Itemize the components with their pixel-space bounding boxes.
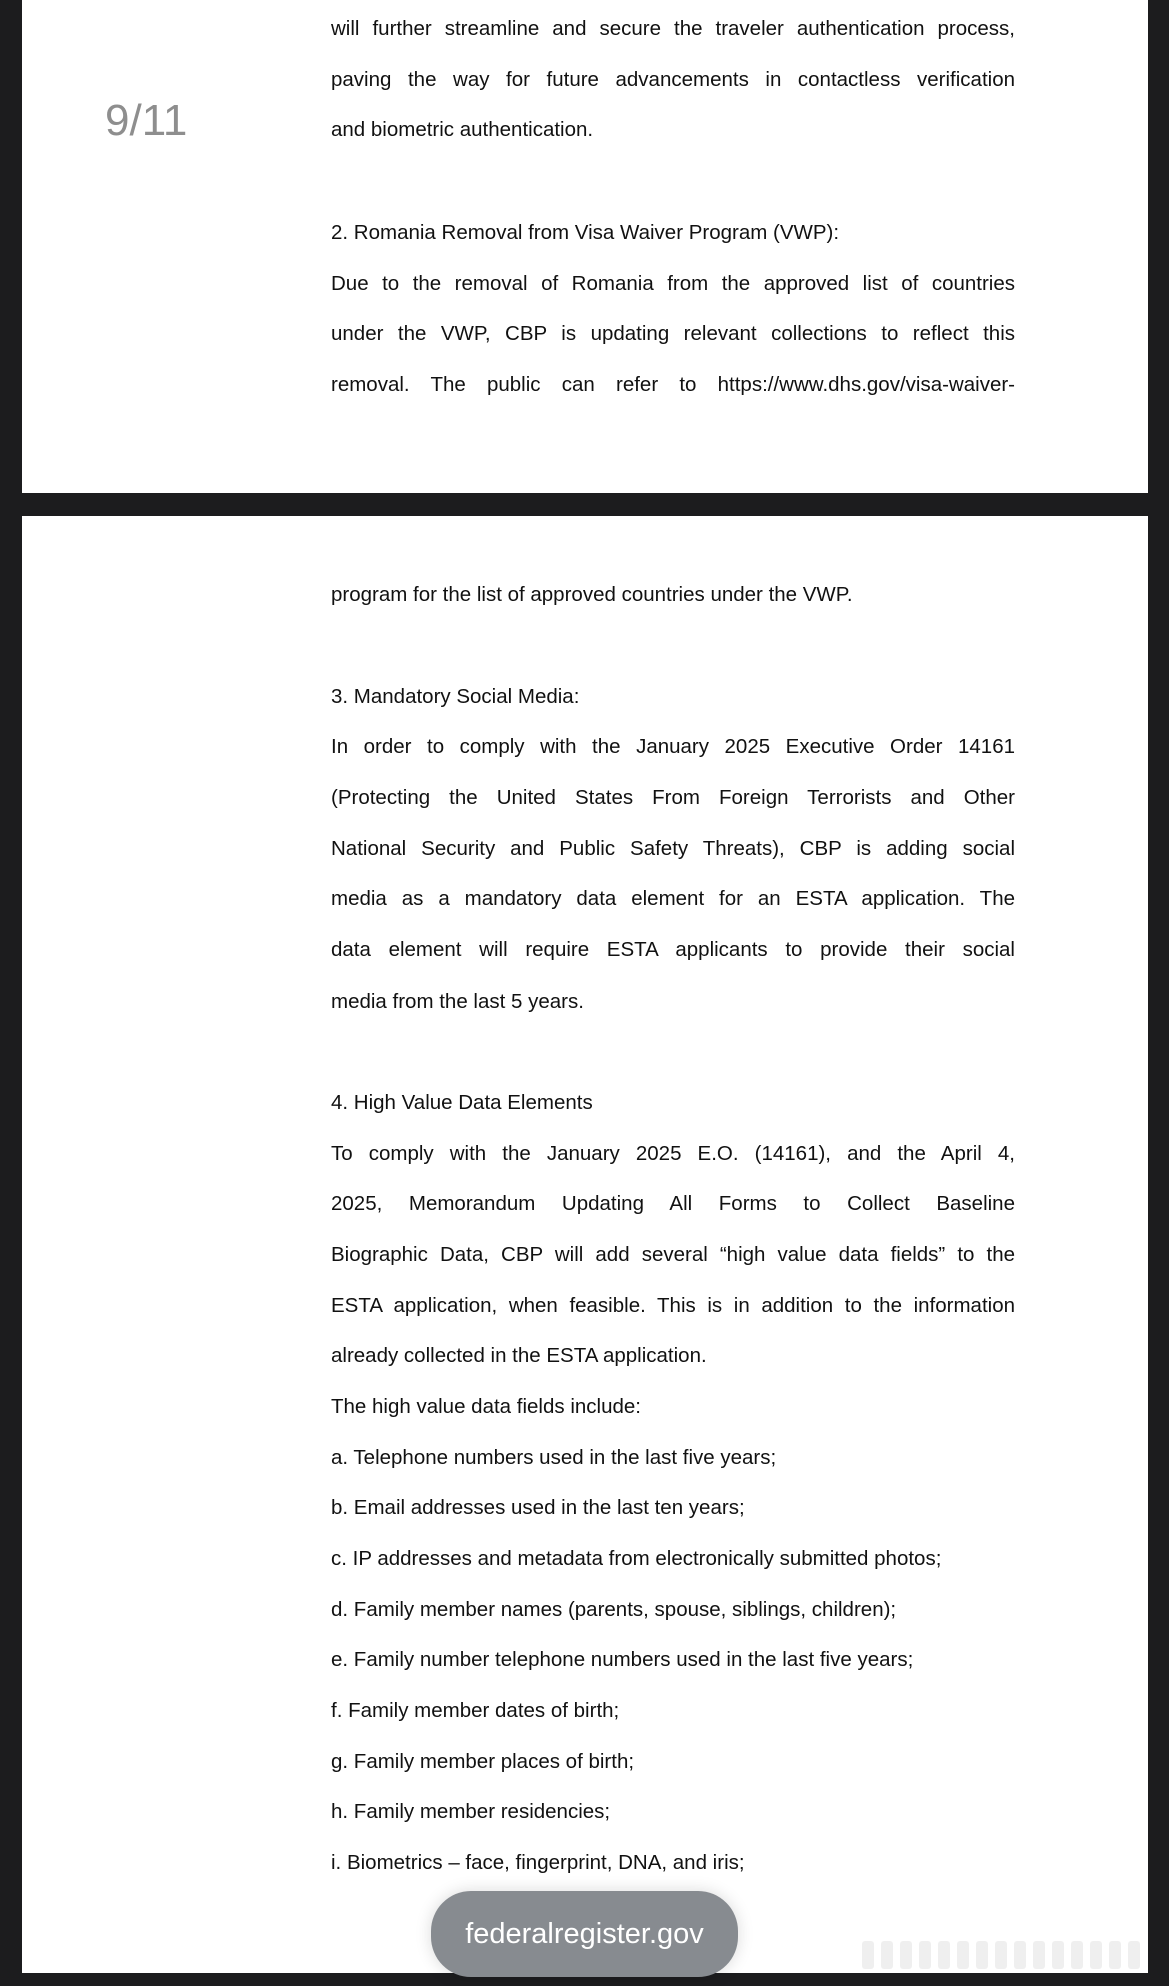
text-line: h. Family member residencies; (331, 1800, 611, 1823)
text-line: Due to the removal of Romania from the approved list of countries (331, 272, 1015, 295)
text-line: under the VWP, CBP is updating relevant collections to reflect this (331, 322, 1015, 345)
text-line: media from the last 5 years. (331, 990, 584, 1013)
text-line: Biographic Data, CBP will add several “high value data fields” to the (331, 1243, 1015, 1266)
text-line: In order to comply with the January 2025 Executive Order 14161 (331, 735, 1015, 758)
text-line: a. Telephone numbers used in the last five years; (331, 1446, 777, 1469)
text-line: 2. Romania Removal from Visa Waiver Program (VWP): (331, 221, 840, 244)
text-line: program for the list of approved countries under the VWP. (331, 583, 853, 606)
text-line: National Security and Public Safety Threats), CBP is adding social (331, 837, 1015, 860)
text-line: already collected in the ESTA application. (331, 1344, 707, 1367)
text-line: removal. The public can refer to https://www.dhs.gov/visa-waiver- (331, 373, 1015, 396)
text-line: 4. High Value Data Elements (331, 1091, 593, 1114)
text-line: i. Biometrics – face, fingerprint, DNA, and iris; (331, 1851, 745, 1874)
text-line: 2025, Memorandum Updating All Forms to Collect Baseline (331, 1192, 1015, 1215)
text-line: e. Family number telephone numbers used in the last five years; (331, 1648, 914, 1671)
text-line: b. Email addresses used in the last ten years; (331, 1496, 745, 1519)
text-line: c. IP addresses and metadata from electronically submitted photos; (331, 1547, 942, 1570)
source-link-pill[interactable]: federalregister.gov (431, 1891, 738, 1977)
text-line: g. Family member places of birth; (331, 1750, 635, 1773)
text-line: To comply with the January 2025 E.O. (14161), and the April 4, (331, 1142, 1015, 1165)
text-line: media as a mandatory data element for an ESTA application. The (331, 887, 1015, 910)
text-line: and biometric authentication. (331, 118, 594, 141)
page-indicator: 9/11 (105, 96, 188, 145)
text-line: 3. Mandatory Social Media: (331, 685, 580, 708)
text-line: d. Family member names (parents, spouse, siblings, children); (331, 1598, 897, 1621)
text-line: paving the way for future advancements in contactless verification (331, 68, 1015, 91)
text-line: The high value data fields include: (331, 1395, 641, 1418)
text-line: data element will require ESTA applicants to provide their social (331, 938, 1015, 961)
text-line: will further streamline and secure the traveler authentication process, (331, 17, 1015, 40)
text-line: (Protecting the United States From Foreign Terrorists and Other (331, 786, 1015, 809)
watermark (862, 1937, 1150, 1973)
text-line: ESTA application, when feasible. This is in addition to the information (331, 1294, 1015, 1317)
text-line: f. Family member dates of birth; (331, 1699, 620, 1722)
